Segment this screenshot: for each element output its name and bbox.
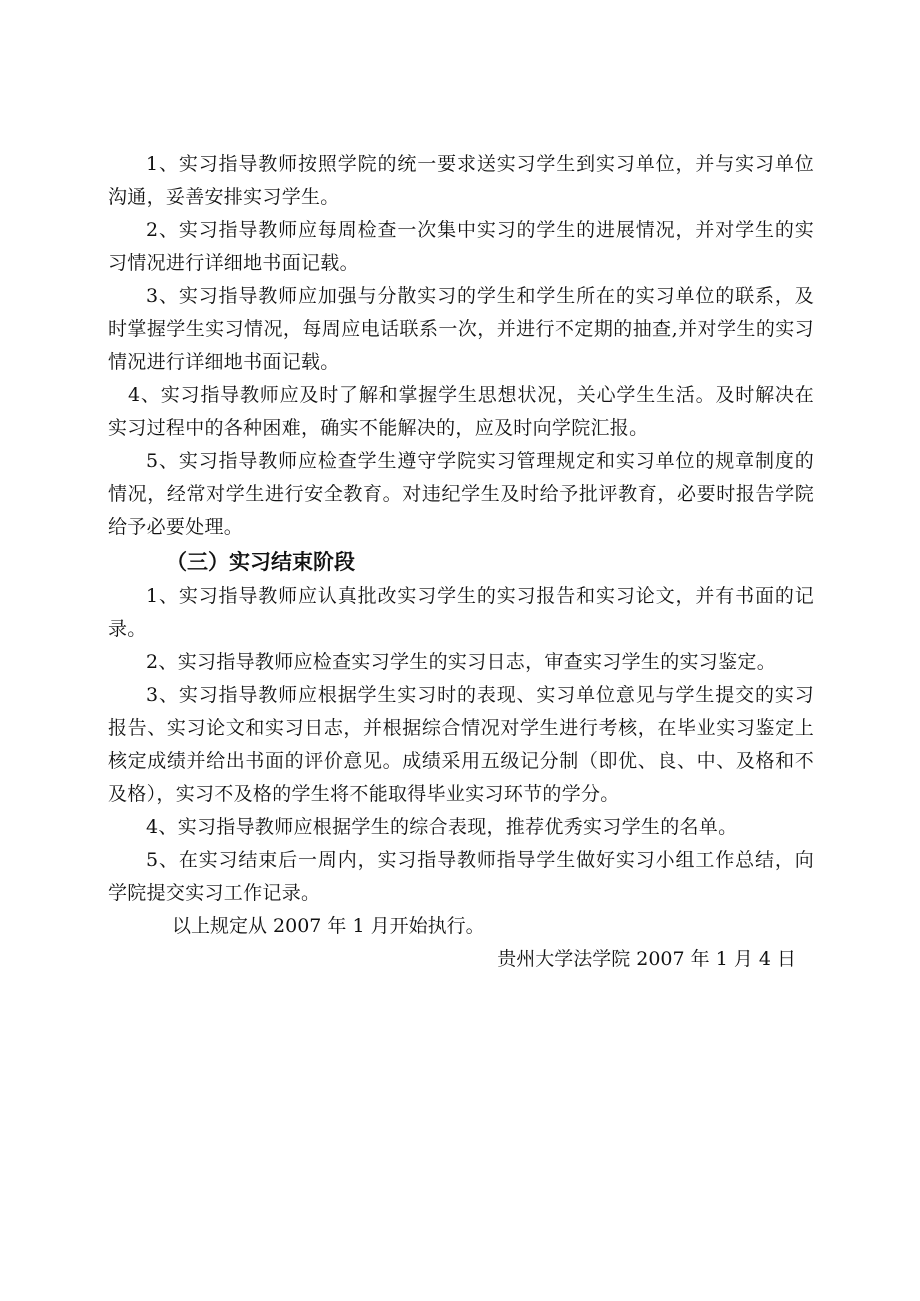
paragraph-item-3: 3、实习指导教师应加强与分散实习的学生和学生所在的实习单位的联系，及时掌握学生实习情况，每周应电话联系一次，并进行不定期的抽查,并对学生的实习情况进行详细地书面记载。 (108, 285, 814, 373)
signature-line: 贵州大学法学院 2007 年 1 月 4 日 (497, 948, 796, 970)
section-item-3: 3、实习指导教师应根据学生实习时的表现、实习单位意见与学生提交的实习报告、实习论文和实习日志，并根据综合情况对学生进行考核，在毕业实习鉴定上核定成绩并给出书面的评价意见。成绩采用五级记分制（即优、良、中、及格和不及格），实习不及格的学生将不能取得毕业实习环节的学分。 (108, 684, 814, 805)
section-item-1: 1、实习指导教师应认真批改实习学生的实习报告和实习论文，并有书面的记录。 (108, 585, 814, 640)
paragraph-item-5: 5、实习指导教师应检查学生遵守学院实习管理规定和实习单位的规章制度的情况，经常对学生进行安全教育。对违纪学生及时给予批评教育，必要时报告学院给予必要处理。 (108, 450, 814, 538)
section-item-4: 4、实习指导教师应根据学生的综合表现，推荐优秀实习学生的名单。 (146, 816, 738, 838)
paragraph-item-4: 4、实习指导教师应及时了解和掌握学生思想状况，关心学生生活。及时解决在实习过程中的各种困难，确实不能解决的，应及时向学院汇报。 (108, 384, 814, 439)
section-heading: （三）实习结束阶段 (166, 549, 355, 574)
paragraph-item-2: 2、实习指导教师应每周检查一次集中实习的学生的进展情况，并对学生的实习情况进行详细地书面记载。 (108, 219, 814, 274)
section-item-2: 2、实习指导教师应检查实习学生的实习日志，审查实习学生的实习鉴定。 (146, 651, 776, 673)
paragraph-item-1: 1、实习指导教师按照学院的统一要求送实习学生到实习单位，并与实习单位沟通，妥善安排实习学生。 (108, 153, 814, 208)
closing-statement: 以上规定从 2007 年 1 月开始执行。 (172, 915, 485, 937)
document-body (108, 148, 814, 976)
section-item-5: 5、在实习结束后一周内，实习指导教师指导学生做好实习小组工作总结，向学院提交实习工作记录。 (108, 849, 814, 904)
